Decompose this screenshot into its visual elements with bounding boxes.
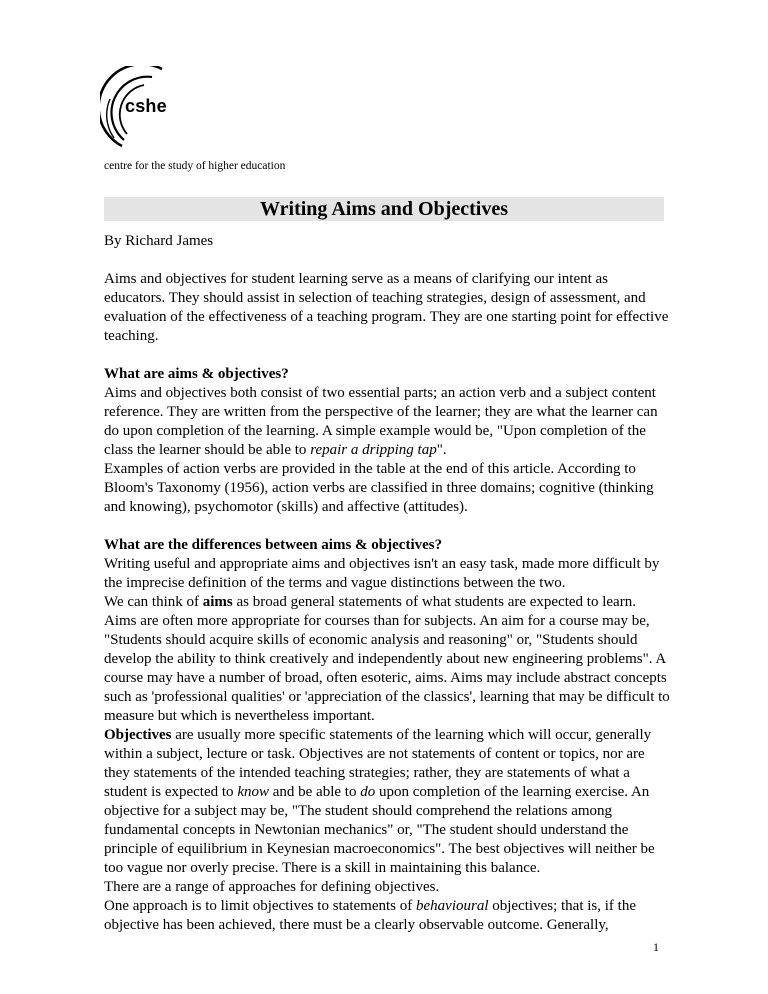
paragraph: Aims and objectives both consist of two essential parts; an action verb and a subject content reference. They are written from the perspective of the learner; they are what the learner can do upon completion of the learning. A simple example would be, "Upon completion of the class the learner should be able to repair a dripping tap".	[104, 385, 658, 458]
paragraph: One approach is to limit objectives to statements of behavioural objectives; that is, if the objective has been achieved, there must be a clearly observable outcome. Generally,	[104, 898, 636, 933]
logo-text: cshe	[125, 96, 167, 116]
paragraph: Writing useful and appropriate aims and objectives isn't an easy task, made more difficult by the imprecise definition of the terms and vague distinctions between the two.	[104, 556, 660, 591]
section-heading-aims-objectives: What are aims & objectives?	[104, 366, 289, 382]
centre-name: centre for the study of higher education	[104, 160, 286, 172]
paragraph: Examples of action verbs are provided in the table at the end of this article. According to Bloom's Taxonomy (1956), action verbs are classified in three domains; cognitive (thinking and knowing), psychomotor (skills) and affective (attitudes).	[104, 461, 654, 515]
paragraph: Objectives are usually more specific statements of the learning which will occur, generally within a subject, lecture or task. Objectives are not statements of content or topics, nor are they statements of the intended teaching strategies; rather, they are statements of what a student is expected to know and be able to do upon completion of the learning exercise. An objective for a subject may be, "The student should comprehend the relations among fundamental concepts in Newtonian mechanics" or, "The student should understand the principle of equilibrium in Keynesian macroeconomics". The best objectives will neither be too vague nor overly precise. There is a skill in maintaining this balance.	[104, 727, 655, 876]
paragraph: We can think of aims as broad general statements of what students are expected to learn. Aims are often more appropriate for courses than for subjects. An aim for a course may be, "Students should acquire skills of economic analysis and reasoning" or, "Students should develop the ability to think creatively and independently about new engineering problems". A course may have a number of broad, often esoteric, aims. Aims may include abstract concepts such as 'professional qualities' or 'appreciation of the classics', learning that may be difficult to measure but which is nevertheless important.	[104, 594, 670, 724]
author-line: By Richard James	[104, 233, 214, 249]
page-number: 1	[653, 940, 659, 954]
paragraph: There are a range of approaches for defining objectives.	[104, 879, 440, 895]
section-heading-differences: What are the differences between aims & objectives?	[104, 537, 443, 553]
page-title: Writing Aims and Objectives	[104, 197, 664, 221]
intro-paragraph: Aims and objectives for student learning serve as a means of clarifying our intent as educators. They should assist in selection of teaching strategies, design of assessment, and evaluation of the effectiveness of a teaching program. They are one starting point for effective teaching.	[104, 271, 669, 344]
article-body	[104, 232, 670, 935]
